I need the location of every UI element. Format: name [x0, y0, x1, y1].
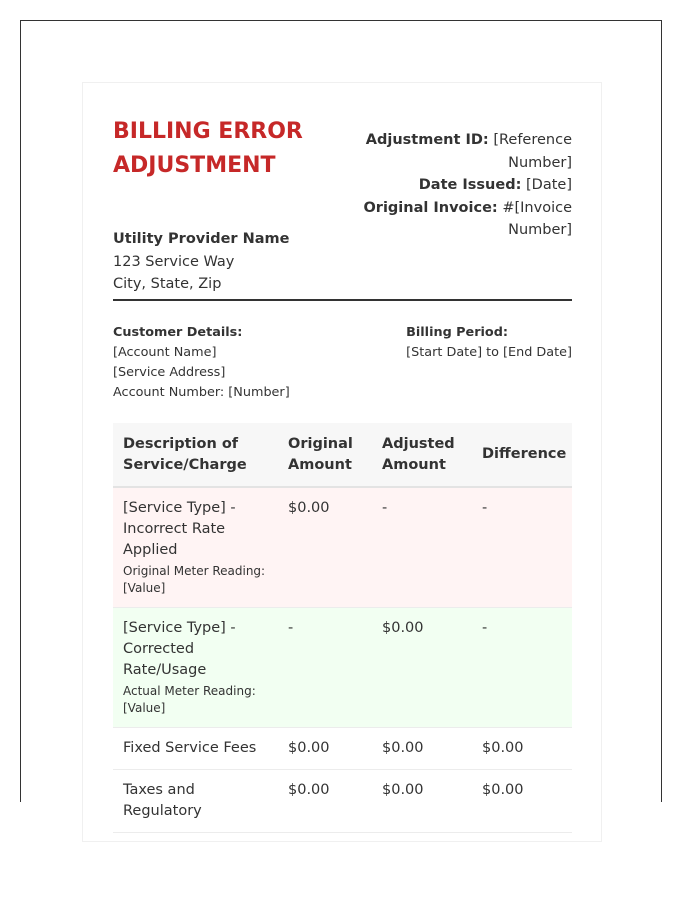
table-row: [113, 608, 572, 728]
header-adjusted-amount: Adjusted Amount: [372, 423, 472, 487]
details-section: [113, 301, 572, 423]
row-original-amount: $0.00: [278, 770, 372, 833]
date-issued-label: Date Issued:: [418, 177, 522, 193]
row-description-text: [Service Type] - Incorrect Rate Applied: [123, 500, 236, 558]
header-description: Description of Service/Charge: [113, 423, 278, 487]
row-adjusted-amount: $0.00: [372, 728, 472, 770]
row-adjusted-amount: -: [372, 487, 472, 608]
row-description-text: [Service Type] - Corrected Rate/Usage: [123, 620, 236, 678]
table-row: [113, 487, 572, 608]
header-difference: Difference: [472, 423, 572, 487]
page-frame: [20, 20, 662, 819]
original-invoice-value: #[Invoice Number]: [502, 199, 572, 238]
account-number: Account Number: [Number]: [113, 385, 290, 400]
row-difference: $0.00: [472, 770, 572, 833]
row-adjusted-amount: $0.00: [372, 608, 472, 728]
row-difference: -: [472, 487, 572, 608]
document-content: [113, 115, 572, 833]
row-description: Fixed Service Fees: [113, 728, 278, 770]
provider-address-line1: 123 Service Way: [113, 253, 235, 270]
provider-name: Utility Provider Name: [113, 231, 290, 247]
document-title: BILLING ERROR ADJUSTMENT: [113, 119, 303, 178]
provider-address-line2: City, State, Zip: [113, 276, 222, 292]
document-header: [113, 115, 572, 299]
row-description: [113, 487, 278, 608]
row-original-amount: -: [278, 608, 372, 728]
table-row: [113, 728, 572, 770]
row-note: Actual Meter Reading: [Value]: [123, 684, 256, 715]
service-address: [Service Address]: [113, 365, 226, 380]
document-paper: [82, 82, 602, 842]
row-description: [113, 608, 278, 728]
adjustment-id-value: [Reference Number]: [493, 132, 572, 171]
charges-table: [113, 423, 572, 833]
date-issued: [342, 174, 572, 197]
table-row: [113, 770, 572, 833]
row-difference: -: [472, 608, 572, 728]
billing-period: [406, 323, 572, 363]
row-original-amount: $0.00: [278, 728, 372, 770]
row-original-amount: $0.00: [278, 487, 372, 608]
row-description: Taxes and Regulatory: [113, 770, 278, 833]
table-header-row: [113, 423, 572, 487]
original-invoice-label: Original Invoice:: [363, 199, 498, 216]
header-original-amount: Original Amount: [278, 423, 372, 487]
billing-period-value: [Start Date] to [End Date]: [406, 345, 572, 360]
customer-details-label: Customer Details:: [113, 325, 243, 340]
provider-block: [113, 228, 290, 296]
adjustment-id: [342, 129, 572, 174]
date-issued-value: [Date]: [526, 177, 572, 193]
row-note: Original Meter Reading: [Value]: [123, 564, 266, 595]
row-adjusted-amount: $0.00: [372, 770, 472, 833]
row-difference: $0.00: [472, 728, 572, 770]
original-invoice: [342, 197, 572, 242]
billing-period-label: Billing Period:: [406, 325, 509, 340]
account-name: [Account Name]: [113, 345, 217, 360]
adjustment-meta: [342, 129, 572, 242]
adjustment-id-label: Adjustment ID:: [365, 132, 489, 148]
customer-details: [113, 323, 290, 403]
